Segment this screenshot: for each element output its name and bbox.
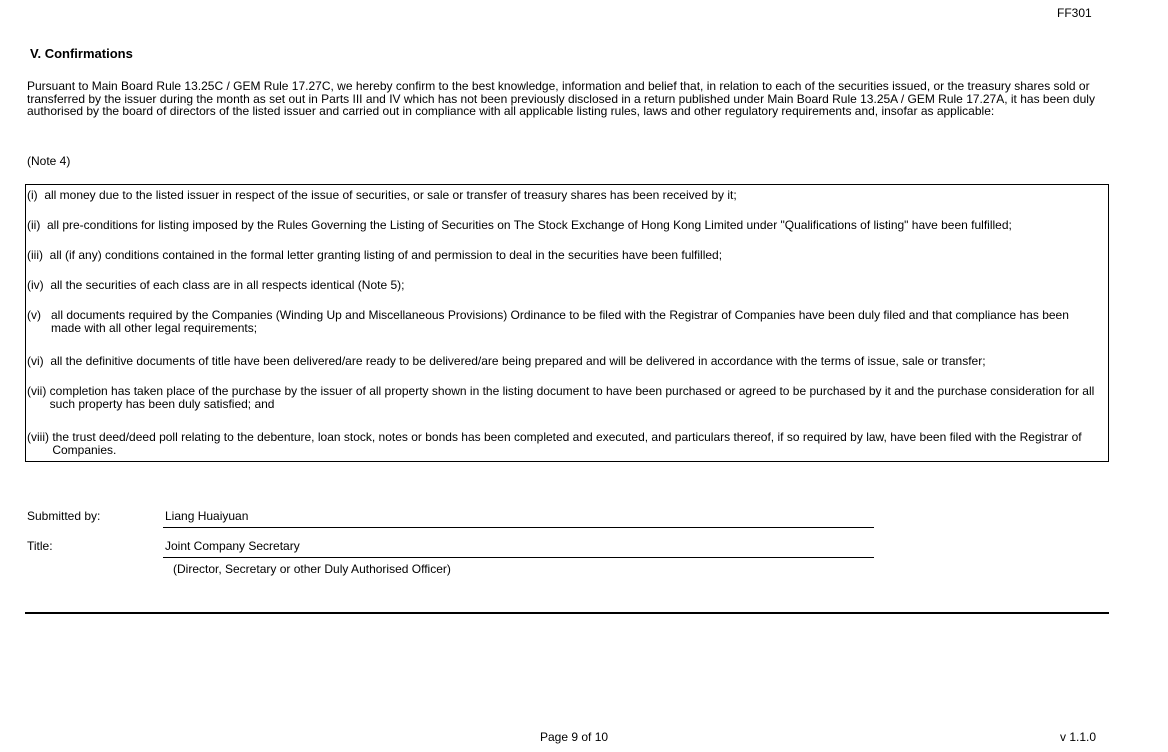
title-label: Title: — [27, 539, 53, 553]
signatory-note: (Director, Secretary or other Duly Authorised Officer) — [173, 562, 451, 576]
title-underline — [163, 557, 874, 558]
page-number: Page 9 of 10 — [540, 730, 609, 744]
confirmation-text: completion has taken place of the purchase by the issuer of all property shown in the listing document to have been purchased or agreed to be purchased by it and the purchase consideration for all such property has been duly satisfied; and — [49, 384, 1095, 411]
confirmation-number: (iv) — [27, 278, 51, 292]
bottom-divider — [25, 612, 1109, 614]
confirmation-number: (iii) — [27, 248, 50, 262]
confirmation-text: all the definitive documents of title have been delivered/are ready to be delivered/are being prepared and will be delivered in accordance with the terms of issue, sale or transfer; — [50, 354, 986, 368]
confirmation-item — [27, 309, 1101, 334]
submitted-by-label: Submitted by: — [27, 509, 101, 523]
confirmation-number: (vi) — [27, 354, 51, 368]
title-value: Joint Company Secretary — [165, 539, 300, 553]
confirmation-item — [27, 355, 1101, 368]
confirmation-item — [27, 249, 1101, 262]
confirmation-number: (vii) — [27, 384, 50, 398]
submitted-by-underline — [163, 527, 874, 528]
confirmation-item — [27, 431, 1101, 456]
confirmations-box — [25, 184, 1109, 462]
confirmation-text: all documents required by the Companies (Winding Up and Miscellaneous Provisions) Ordinance to be filed with the Registrar of Companies have been duly filed and that compliance has been made with all other legal requirements; — [51, 308, 1069, 335]
confirmation-item — [27, 219, 1101, 232]
confirmation-item — [27, 279, 1101, 292]
confirmation-number: (ii) — [27, 218, 47, 232]
confirmation-number: (v) — [27, 308, 51, 322]
confirmation-item — [27, 385, 1101, 410]
version-label: v 1.1.0 — [1060, 730, 1097, 744]
form-code: FF301 — [1057, 6, 1092, 20]
confirmation-text: the trust deed/deed poll relating to the debenture, loan stock, notes or bonds has been completed and executed, and particulars thereof, if so required by law, have been filed with the Registrar of Companies. — [52, 430, 1082, 457]
section-title: V. Confirmations — [30, 46, 133, 61]
note-reference: (Note 4) — [27, 154, 71, 168]
confirmation-text: all the securities of each class are in all respects identical (Note 5); — [50, 278, 405, 292]
confirmation-item — [27, 189, 1101, 202]
submitted-by-value: Liang Huaiyuan — [165, 509, 249, 523]
confirmation-text: all money due to the listed issuer in respect of the issue of securities, or sale or transfer of treasury shares has been received by it; — [44, 188, 737, 202]
confirmation-text: all (if any) conditions contained in the formal letter granting listing of and permission to deal in the securities have been fulfilled; — [49, 248, 723, 262]
intro-paragraph: Pursuant to Main Board Rule 13.25C / GEM Rule 17.27C, we hereby confirm to the best knowledge, information and belief that, in relation to each of the securities issued, or the treasury shares sold or transferred by the issuer during the month as set out in Parts III and IV which has not been previously disclosed in a return published under Main Board Rule 13.25A / GEM Rule 17.27A, it has been duly authorised by the board of directors of the listed issuer and carried out in compliance with all applicable listing rules, laws and other regulatory requirements and, insofar as applicable: — [27, 79, 1095, 119]
confirmation-number: (i) — [27, 188, 45, 202]
confirmation-number: (viii) — [27, 430, 53, 444]
confirmation-text: all pre-conditions for listing imposed by the Rules Governing the Listing of Securities on The Stock Exchange of Hong Kong Limited under "Qualifications of listing" have been fulfilled; — [47, 218, 1012, 232]
